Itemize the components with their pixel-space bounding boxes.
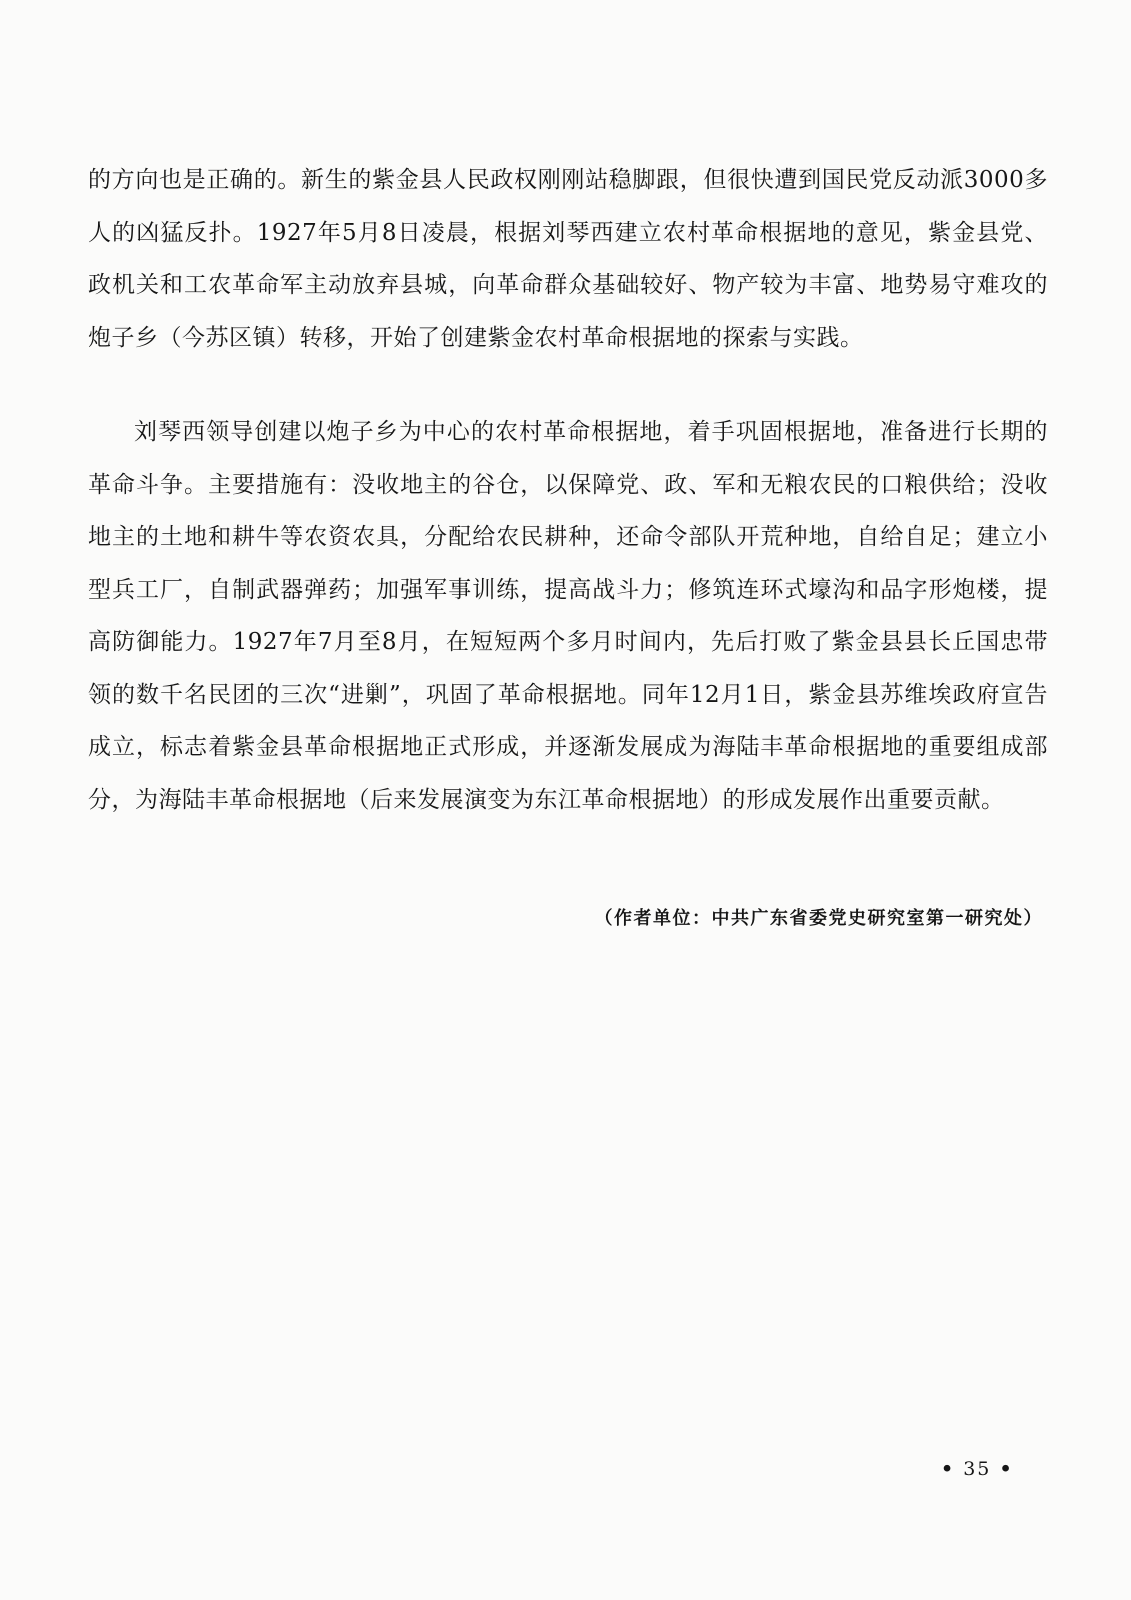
paragraph-2: 刘琴西领导创建以炮子乡为中心的农村革命根据地，着手巩固根据地，准备进行长期的革命斗争。主要措施有：没收地主的谷仓，以保障党、政、军和无粮农民的口粮供给；没收地主的土地和耕牛等农资农具，分配给农民耕种，还命令部队开荒种地，自给自足；建立小型兵工厂，自制武器弹药；加强军事训练，提高战斗力；修筑连环式壕沟和品字形炮楼，提高防御能力。1927年7月至8月，在短短两个多月时间内，先后打败了紫金县县长丘国忠带领的数千名民团的三次“进剿”，巩固了革命根据地。同年12月1日，紫金县苏维埃政府宣告成立，标志着紫金县革命根据地正式形成，并逐渐发展成为海陆丰革命根据地的重要组成部分，为海陆丰革命根据地（后来发展演变为东江革命根据地）的形成发展作出重要贡献。: [88, 419, 1048, 813]
body-text-continued: [88, 406, 1048, 826]
page-number-dot-right: •: [999, 1458, 1014, 1480]
page-number-dot-left: •: [941, 1458, 956, 1480]
body-text: [88, 154, 1048, 364]
page-number: [941, 1458, 1014, 1480]
page-number-value: 35: [963, 1458, 992, 1480]
paragraph-1: 的方向也是正确的。新生的紫金县人民政权刚刚站稳脚跟，但很快遭到国民党反动派3000多人的凶猛反扑。1927年5月8日凌晨，根据刘琴西建立农村革命根据地的意见，紫金县党、政机关和工农革命军主动放弃县城，向革命群众基础较好、物产较为丰富、地势易守难攻的炮子乡（今苏区镇）转移，开始了创建紫金农村革命根据地的探索与实践。: [88, 167, 1048, 351]
author-affiliation: （作者单位：中共广东省委党史研究室第一研究处）: [594, 908, 1043, 929]
